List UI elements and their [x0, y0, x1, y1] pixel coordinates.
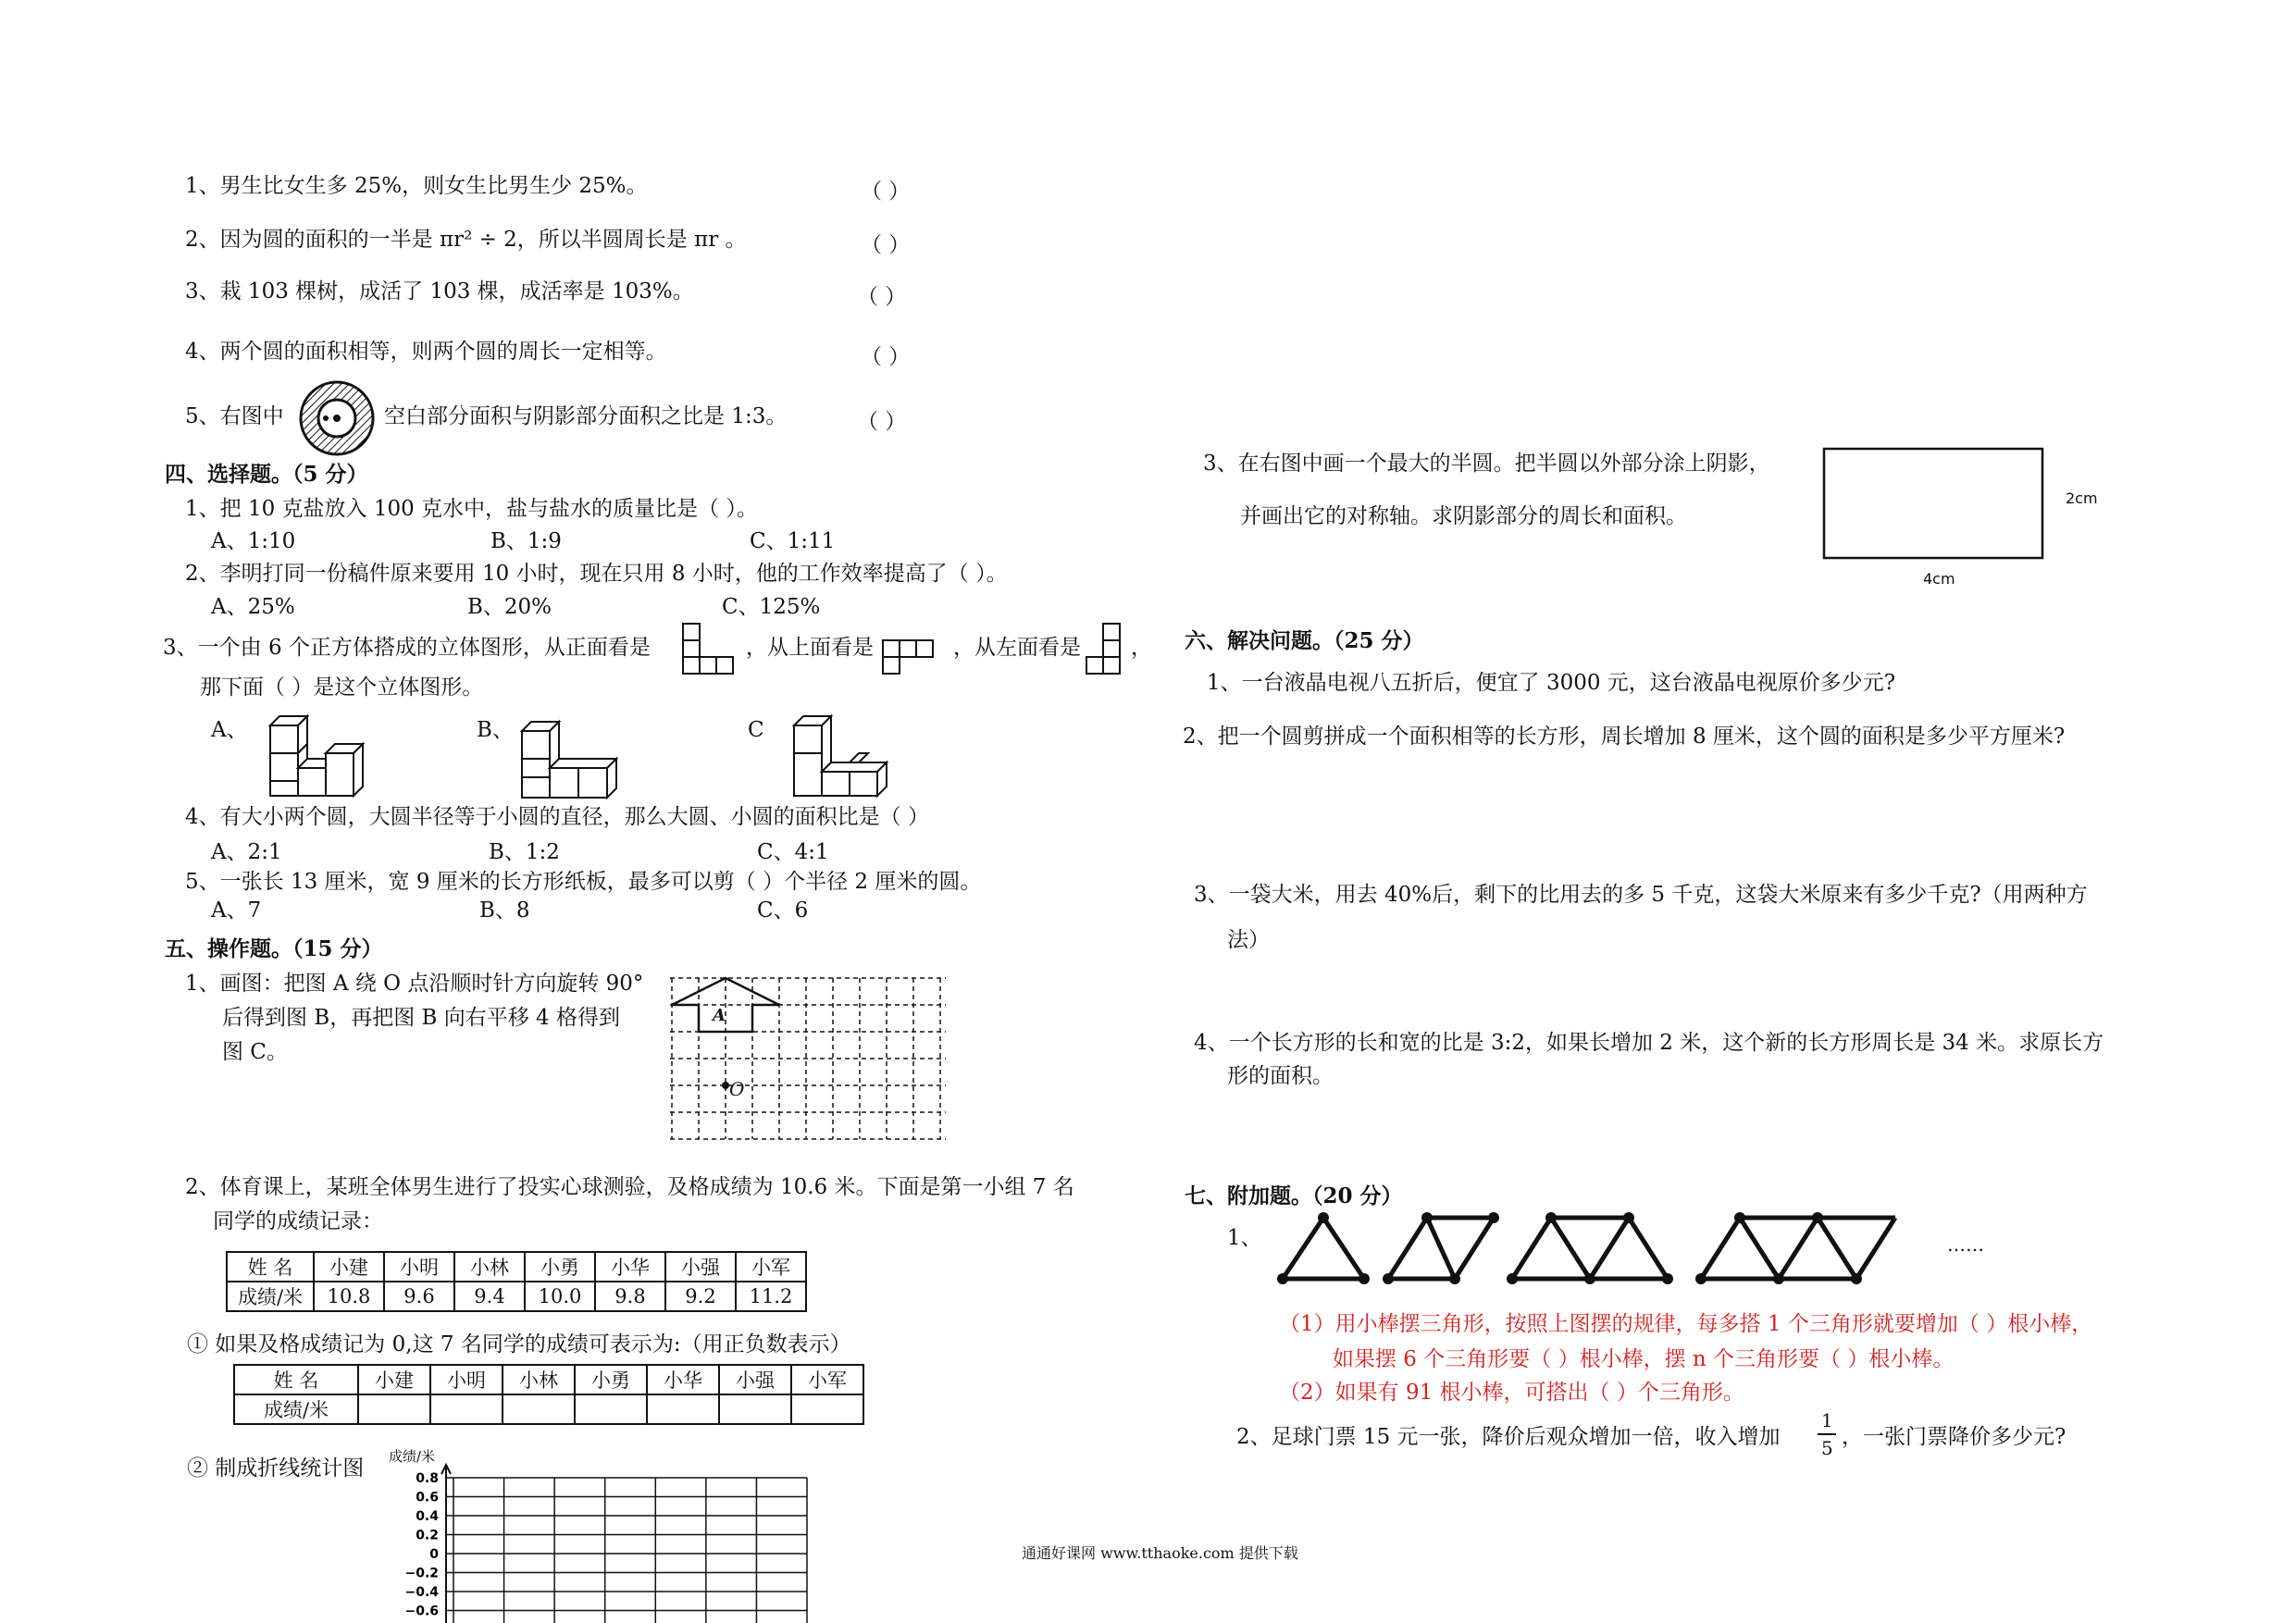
section-6-title: 六、解决问题。（25 分） — [1185, 628, 1424, 653]
signed-score-table — [233, 1364, 864, 1425]
signed-table-row-label: 成绩/米 — [234, 1394, 358, 1424]
signed-table-header: 小军 — [791, 1365, 863, 1394]
chart-tick-label: 0 — [429, 1547, 439, 1562]
signed-table-blank — [647, 1394, 719, 1424]
choice-q3-a: 3、一个由 6 个正方体搭成的立体图形，从正面看是 — [163, 636, 651, 660]
choice-q1-opt-c: C、1:11 — [750, 529, 836, 553]
choice-q3-opt-c: C — [748, 718, 764, 742]
judge-item-3: 3、栽 103 棵树，成活了 103 棵，成活率是 103%。 — [185, 279, 694, 304]
op-q1-line3: 图 C。 — [222, 1040, 288, 1064]
solve-q2: 2、把一个圆剪拼成一个面积相等的长方形，周长增加 8 厘米，这个圆的面积是多少平方厘米? — [1183, 725, 2066, 749]
score-table-cell: 9.2 — [665, 1282, 736, 1311]
score-table — [226, 1251, 807, 1312]
signed-table-blank — [575, 1394, 647, 1424]
signed-table-header: 小强 — [719, 1365, 791, 1394]
footer-credit: 通通好课网 www.tthaoke.com 提供下载 — [1022, 1544, 1298, 1562]
signed-table-header: 小林 — [503, 1365, 575, 1394]
op-q2-line1: 2、体育课上，某班全体男生进行了投实心球测验，及格成绩为 10.6 米。下面是第一小组 7 名 — [185, 1175, 1074, 1199]
choice-q5: 5、一张长 13 厘米，宽 9 厘米的长方形纸板，最多可以剪（ ）个半径 2 厘米的圆。 — [185, 870, 982, 894]
solve-q3-line2: 法） — [1227, 928, 1270, 952]
chart-tick-label: −0.6 — [404, 1604, 439, 1619]
choice-q5-opt-a: A、7 — [211, 898, 262, 923]
score-table-header: 姓 名 — [227, 1252, 314, 1282]
rotation-grid — [670, 976, 948, 1143]
extra-q2-b: ，一张门票降价多少元? — [1842, 1425, 2066, 1449]
rect-width-label: 4cm — [1923, 570, 1955, 588]
left-view-icon — [1085, 622, 1123, 677]
solve-q3-line1: 3、一袋大米，用去 40%后，剩下的比用去的多 5 千克，这袋大米原来有多少千克?（用两种方 — [1194, 883, 2088, 907]
fraction-numerator: 1 — [1821, 1409, 1833, 1431]
chart-tick-label: 0.2 — [416, 1528, 439, 1543]
solve-q4-line2: 形的面积。 — [1227, 1064, 1334, 1088]
choice-q1: 1、把 10 克盐放入 100 克水中，盐与盐水的质量比是（ ）。 — [185, 497, 758, 521]
choice-q2-opt-c: C、125% — [722, 595, 821, 619]
signed-table-header: 姓 名 — [234, 1365, 358, 1394]
front-view-icon — [681, 622, 737, 677]
score-table-cell: 10.0 — [525, 1282, 595, 1311]
solve-q1: 1、一台液晶电视八五折后，便宜了 3000 元，这台液晶电视原价多少元? — [1207, 671, 1896, 695]
choice-q1-opt-a: A、1:10 — [211, 529, 296, 553]
op-q2-sub2: ② 制成折线统计图 — [187, 1456, 365, 1481]
chart-tick-label: 0.6 — [416, 1490, 439, 1505]
score-table-header: 小林 — [454, 1252, 525, 1282]
chart-tick-label: 0.8 — [416, 1471, 439, 1486]
choice-q5-opt-b: B、8 — [479, 898, 530, 923]
grid-label-o: O — [729, 1078, 745, 1100]
triangle-stick-pattern — [1279, 1212, 1890, 1286]
choice-q1-opt-b: B、1:9 — [490, 529, 562, 553]
solve-q4-line1: 4、一个长方形的长和宽的比是 3:2，如果长增加 2 米，这个新的长方形周长是 34 米。求原长方 — [1194, 1031, 2104, 1055]
extra-q1-num: 1、 — [1227, 1226, 1262, 1250]
choice-q5-opt-c: C、6 — [757, 898, 809, 923]
choice-q4-opt-a: A、2:1 — [211, 840, 282, 864]
score-table-cell: 9.4 — [454, 1282, 525, 1311]
pattern-ellipsis: …… — [1947, 1233, 1984, 1256]
judge-paren-1: （ ） — [861, 180, 911, 204]
signed-table-blank — [791, 1394, 863, 1424]
score-table-header: 小华 — [595, 1252, 665, 1282]
judge-item-5-before: 5、右图中 — [185, 404, 284, 428]
signed-table-header: 小勇 — [575, 1365, 647, 1394]
cube-figure-b — [518, 718, 622, 803]
section-5-title: 五、操作题。（15 分） — [165, 936, 383, 961]
score-table-header: 小军 — [736, 1252, 806, 1282]
judge-item-5-after: 空白部分面积与阴影部分面积之比是 1:3。 — [384, 404, 788, 428]
op-q2-line2: 同学的成绩记录： — [213, 1209, 383, 1233]
score-table-cell: 9.6 — [384, 1282, 454, 1311]
extra-q1-part2: （2）如果有 91 根小棒，可搭出（ ）个三角形。 — [1279, 1381, 1744, 1405]
score-table-header: 小勇 — [525, 1252, 595, 1282]
judge-paren-2: （ ） — [861, 233, 911, 257]
judge-paren-5: （ ） — [857, 410, 907, 434]
signed-table-blank — [503, 1394, 575, 1424]
score-table-cell: 11.2 — [736, 1282, 806, 1311]
choice-q3-opt-b: B、 — [477, 718, 514, 742]
choice-q3-b: ，从上面看是 — [746, 636, 874, 660]
chart-tick-label: 0.4 — [416, 1509, 439, 1524]
signed-table-header: 小明 — [430, 1365, 503, 1394]
op-q1-line1: 1、画图：把图 A 绕 O 点沿顺时针方向旋转 90° — [185, 972, 644, 996]
judge-item-4: 4、两个圆的面积相等，则两个圆的周长一定相等。 — [185, 340, 667, 364]
section-7-title: 七、附加题。（20 分） — [1185, 1183, 1403, 1208]
signed-table-blank — [719, 1394, 791, 1424]
top-view-icon — [881, 638, 937, 677]
choice-q3-c: ，从左面看是 — [953, 636, 1081, 660]
judge-paren-3: （ ） — [857, 285, 907, 309]
fraction-bar — [1818, 1433, 1836, 1435]
extra-q1-part1-line2: 如果摆 6 个三角形要（ ）根小棒，摆 n 个三角形要（ ）根小棒。 — [1333, 1347, 1955, 1371]
extra-q1-part1-line1: （1）用小棒摆三角形，按照上图摆的规律，每多搭 1 个三角形就要增加（ ）根小棒， — [1279, 1312, 2093, 1336]
choice-q3-d: ， — [1131, 636, 1152, 660]
score-table-cell: 10.8 — [314, 1282, 384, 1311]
extra-q2-a: 2、足球门票 15 元一张，降价后观众增加一倍，收入增加 — [1236, 1425, 1781, 1449]
chart-tick-label: −0.2 — [404, 1566, 439, 1581]
judge-item-2: 2、因为圆的面积的一半是 πr² ÷ 2，所以半圆周长是 πr 。 — [185, 228, 747, 252]
op-q1-line2: 后得到图 B，再把图 B 向右平移 4 格得到 — [222, 1006, 620, 1030]
choice-q2-opt-a: A、25% — [211, 595, 295, 619]
rect-height-label: 2cm — [2066, 489, 2098, 507]
signed-table-blank — [430, 1394, 503, 1424]
concentric-circle-figure — [298, 379, 376, 457]
rectangle-figure — [1822, 447, 2044, 560]
chart-ylabel: 成绩/米 — [389, 1448, 436, 1465]
choice-q3-line2: 那下面（ ）是这个立体图形。 — [200, 675, 484, 700]
score-table-cell: 成绩/米 — [227, 1282, 314, 1311]
op-q3-line2: 并画出它的对称轴。求阴影部分的周长和面积。 — [1240, 504, 1687, 528]
score-table-header: 小强 — [665, 1252, 736, 1282]
chart-tick-label: −0.4 — [404, 1585, 439, 1600]
choice-q4-opt-c: C、4:1 — [757, 840, 829, 864]
choice-q3-opt-a: A、 — [211, 718, 248, 742]
score-table-header: 小建 — [314, 1252, 384, 1282]
signed-table-header: 小华 — [647, 1365, 719, 1394]
score-table-header: 小明 — [384, 1252, 454, 1282]
choice-q2-opt-b: B、20% — [467, 595, 552, 619]
line-chart — [389, 1467, 814, 1623]
judge-item-1: 1、男生比女生多 25%，则女生比男生少 25%。 — [185, 174, 648, 198]
op-q2-sub1: ① 如果及格成绩记为 0,这 7 名同学的成绩可表示为:（用正负数表示） — [187, 1332, 851, 1357]
signed-table-blank — [358, 1394, 430, 1424]
choice-q2: 2、李明打同一份稿件原来要用 10 小时，现在只用 8 小时，他的工作效率提高了（ ）。 — [185, 562, 1008, 586]
cube-figure-a — [267, 711, 370, 801]
section-4-title: 四、选择题。（5 分） — [165, 462, 368, 487]
grid-label-a: A — [713, 1006, 726, 1025]
signed-table-header: 小建 — [358, 1365, 430, 1394]
op-q3-line1: 3、在右图中画一个最大的半圆。把半圆以外部分涂上阴影， — [1203, 452, 1770, 476]
judge-paren-4: （ ） — [861, 345, 911, 369]
choice-q4: 4、有大小两个圆，大圆半径等于小圆的直径，那么大圆、小圆的面积比是（ ） — [185, 805, 929, 829]
fraction-denominator: 5 — [1821, 1437, 1833, 1459]
score-table-cell: 9.8 — [595, 1282, 665, 1311]
choice-q4-opt-b: B、1:2 — [489, 840, 560, 864]
cube-figure-c — [790, 711, 894, 801]
